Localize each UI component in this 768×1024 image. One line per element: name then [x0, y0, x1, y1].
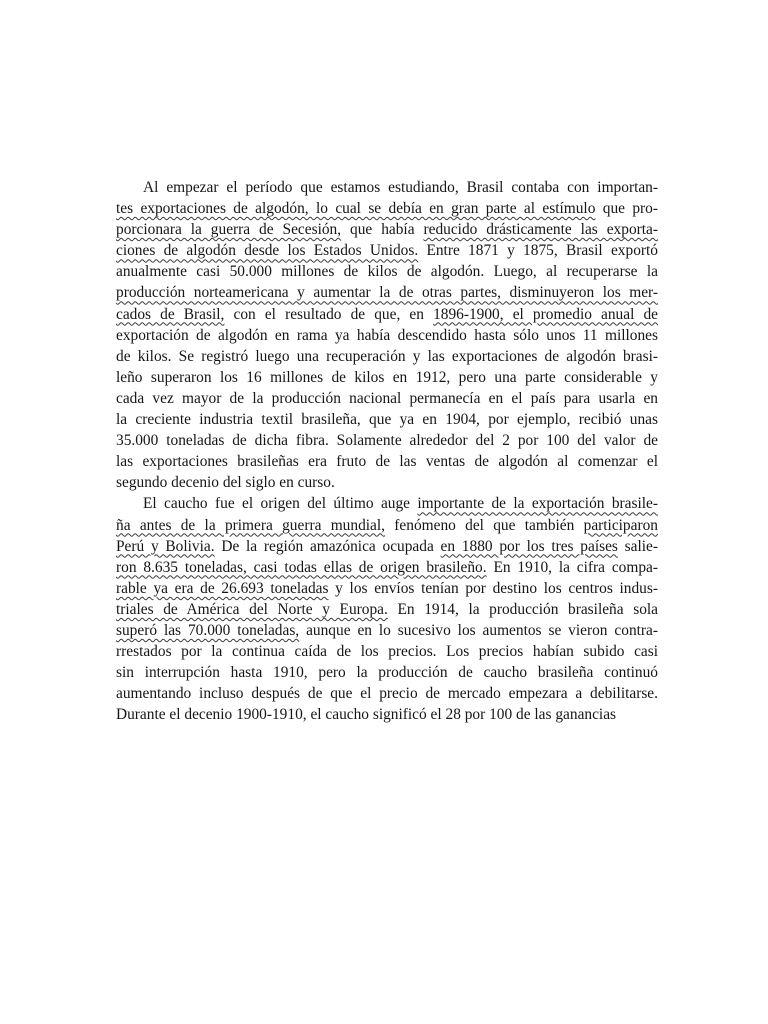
text-line: [116, 536, 658, 557]
text-line: [116, 578, 658, 599]
text-line: [116, 472, 658, 493]
paragraph: [116, 177, 658, 493]
underlined-passage: ña antes de la primera guerra mundial,: [116, 516, 385, 534]
text-segment: aunque en lo sucesivo los aumentos se vieron contra-: [299, 621, 658, 639]
text-line: [116, 325, 658, 346]
underlined-passage: producción norteamericana y aumentar la de otras partes, disminuyeron los mer-: [116, 284, 658, 302]
text-segment: con el resultado de que, en: [224, 305, 434, 323]
text-line: [116, 198, 658, 219]
underlined-passage: 1896-1900, el promedio anual de: [433, 305, 658, 323]
text-segment: sin interrupción hasta 1910, pero la producción de caucho brasileña continuó: [116, 664, 658, 682]
underlined-passage: ron 8.635 toneladas, casi todas ellas de origen brasileño.: [116, 558, 487, 576]
underlined-passage: rable ya era de 26.693 toneladas: [116, 579, 329, 597]
text-segment: exportación de algodón en rama ya había descendido hasta sólo unos 11 millones: [116, 326, 658, 344]
text-line: [116, 409, 658, 430]
underlined-passage: ciones de algodón desde los Estados Unidos.: [116, 242, 419, 260]
underlined-passage: triales de América del Norte y Europa.: [116, 600, 388, 618]
text-segment: anualmente casi 50.000 millones de kilos de algodón. Luego, al recuperarse la: [116, 263, 658, 281]
text-line: [116, 451, 658, 472]
text-line: [116, 662, 658, 683]
underlined-passage: tes exportaciones de algodón, lo cual se debía en gran parte al estímulo: [116, 200, 596, 218]
text-segment: cada vez mayor de la producción nacional permanecía en el país para usarla en: [116, 389, 658, 407]
underlined-passage: Perú y Bolivia.: [116, 537, 215, 555]
paragraph: [116, 493, 658, 725]
text-segment: Entre 1871 y 1875, Brasil exportó: [418, 242, 658, 260]
text-segment: salie-: [617, 537, 659, 555]
text-line: [116, 219, 658, 240]
text-segment: que pro-: [595, 200, 658, 218]
underlined-passage: en 1880 por los tres países: [440, 537, 618, 555]
text-line: [116, 240, 658, 261]
text-segment: segundo decenio del siglo en curso.: [116, 474, 335, 492]
text-line: [116, 515, 658, 536]
text-segment: En 1910, la cifra compa-: [486, 558, 658, 576]
text-line: [116, 177, 658, 198]
text-segment: El caucho fue el origen del último auge: [143, 495, 418, 513]
underlined-passage: superó las 70.000 toneladas,: [116, 621, 300, 639]
text-segment: Durante el decenio 1900-1910, el caucho significó el 28 por 100 de las ganancias: [116, 706, 617, 724]
text-segment: de kilos. Se registró luego una recuperación y las exportaciones de algodón brasi-: [116, 347, 658, 365]
text-line: [116, 367, 658, 388]
text-line: [116, 557, 658, 578]
text-line: [116, 261, 658, 282]
text-line: [116, 282, 658, 303]
underlined-passage: porcionara la guerra de Secesión,: [116, 221, 342, 239]
text-line: [116, 704, 658, 725]
text-segment: y los envíos tenían por destino los centros indus-: [328, 579, 658, 597]
text-line: [116, 493, 658, 514]
underlined-passage: importante de la exportación brasile-: [417, 495, 658, 513]
text-segment: fenómeno del que también: [385, 516, 584, 534]
text-segment: En 1914, la producción brasileña sola: [387, 600, 658, 618]
text-segment: leño superaron los 16 millones de kilos en 1912, pero una parte considerable y: [116, 368, 658, 386]
text-line: [116, 346, 658, 367]
text-line: [116, 641, 658, 662]
text-segment: la creciente industria textil brasileña, que ya en 1904, por ejemplo, recibió unas: [116, 411, 658, 429]
text-segment: que había: [341, 221, 424, 239]
text-line: [116, 430, 658, 451]
text-line: [116, 620, 658, 641]
text-segment: rrestados por la continua caída de los precios. Los precios habían subido casi: [116, 643, 658, 661]
text-line: [116, 388, 658, 409]
underlined-passage: participaron: [583, 516, 658, 534]
underlined-passage: cados de Brasil,: [116, 305, 225, 323]
text-segment: aumentando incluso después de que el precio de mercado empezara a debilitarse.: [116, 685, 658, 703]
text-line: [116, 683, 658, 704]
underlined-passage: reducido drásticamente las exporta-: [423, 221, 658, 239]
text-segment: 35.000 toneladas de dicha fibra. Solamente alrededor del 2 por 100 del valor de: [116, 432, 658, 450]
text-segment: las exportaciones brasileñas era fruto de las ventas de algodón al comenzar el: [116, 453, 658, 471]
text-segment: De la región amazónica ocupada: [214, 537, 441, 555]
body-text: [116, 177, 658, 725]
text-segment: Al empezar el período que estamos estudiando, Brasil contaba con importan-: [143, 179, 658, 196]
text-line: [116, 599, 658, 620]
text-line: [116, 304, 658, 325]
